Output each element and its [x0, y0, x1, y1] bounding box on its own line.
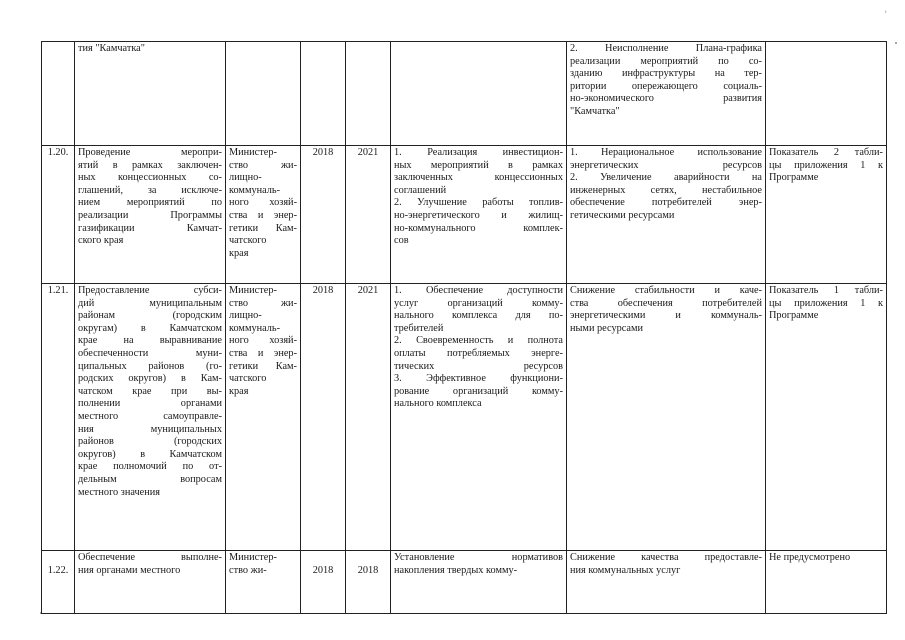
executor-line: лищно- — [229, 310, 262, 322]
table-row — [42, 551, 887, 614]
measure-cell — [75, 42, 226, 146]
indicators-cell — [766, 551, 887, 614]
corner-mark: ' — [884, 10, 887, 20]
measure-line: нием мероприятий по — [78, 197, 222, 209]
indicator-line: цы приложения 1 к — [769, 159, 883, 171]
start-year-cell — [301, 284, 346, 551]
measure-line: Обеспечение выполне- — [78, 552, 222, 563]
consequence-line: 2. Увеличение аварийности на — [570, 172, 762, 184]
executor-line: ство жи- — [229, 564, 267, 576]
indicators-cell — [766, 146, 887, 284]
measure-line: районам (городским — [78, 310, 222, 322]
measure-line: ных концессионных со- — [78, 172, 222, 184]
measure-line: ского края — [78, 235, 124, 247]
result-line: нального комплекса — [394, 398, 482, 410]
indicator-line: цы приложения 1 к — [769, 297, 883, 309]
indicator-line: Показатель 1 табли- — [769, 285, 883, 296]
measure-line: чатском крае при вы- — [78, 385, 222, 397]
indicator-line: Программе — [769, 310, 819, 322]
result-line: тических ресурсов — [394, 360, 563, 372]
expected-results-cell — [391, 146, 567, 284]
measure-line: полнении органами — [78, 398, 222, 410]
table-row — [42, 42, 887, 146]
consequence-line: реализации мероприятий по со- — [570, 55, 762, 67]
consequences-cell — [567, 146, 766, 284]
consequence-line: ства обеспечения потребителей — [570, 297, 762, 309]
executor-line: Министер- — [229, 552, 277, 563]
measure-line: газификации Камчат- — [78, 222, 222, 234]
executor-line: Министер- — [229, 285, 277, 296]
expected-results-cell — [391, 551, 567, 614]
end-year-cell — [346, 146, 391, 284]
measure-line: ятий в рамках заключен- — [78, 159, 222, 171]
result-line: оплаты потребляемых энерге- — [394, 347, 563, 359]
result-line: требителей — [394, 322, 444, 334]
measure-line: глашений, за исключе- — [78, 184, 222, 196]
result-line: 1. Реализация инвестицион- — [394, 147, 563, 158]
consequence-line: 1. Нерациональное использование — [570, 147, 762, 158]
end-year: 2021 — [357, 147, 379, 158]
executor-line: коммуналь- — [229, 322, 281, 334]
row-number-cell — [42, 42, 75, 146]
result-line: Установление нормативов — [394, 552, 563, 563]
result-line: сов — [394, 235, 409, 247]
start-year-cell — [301, 146, 346, 284]
measure-line: дельным вопросам — [78, 473, 222, 485]
start-year: 2018 — [312, 147, 334, 158]
executor-line: чатского — [229, 373, 267, 385]
result-line: рование организаций комму- — [394, 385, 563, 397]
expected-results-cell — [391, 42, 567, 146]
consequence-line: гетическими ресурсами — [570, 209, 675, 221]
executor-line: коммуналь- — [229, 184, 281, 196]
row-number: 1.20. — [47, 147, 69, 158]
consequence-line: "Камчатка" — [570, 105, 620, 117]
measure-cell — [75, 284, 226, 551]
result-line: нального комплекса для по- — [394, 310, 563, 322]
scan-speck — [895, 42, 897, 44]
program-measures-table — [41, 41, 887, 614]
executor-line: края — [229, 247, 249, 259]
executor-line: ство жи- — [229, 159, 297, 171]
measure-line: округов) в Камчатском — [78, 448, 222, 460]
executor-cell — [226, 42, 301, 146]
consequence-line: зданию инфраструктуры на тер- — [570, 68, 762, 80]
measure-line: родских округов) в Кам- — [78, 373, 222, 385]
result-line: 3. Эффективное функциони- — [394, 373, 563, 385]
consequence-line: инженерных сетях, нестабильное — [570, 184, 762, 196]
expected-results-cell — [391, 284, 567, 551]
result-line: 2. Своевременность и полнота — [394, 335, 563, 347]
result-line: 2. Улучшение работы топлив- — [394, 197, 563, 209]
indicator-line: Не предусмотрено — [769, 552, 851, 563]
executor-cell — [226, 146, 301, 284]
row-number-cell — [42, 284, 75, 551]
executor-line: ства и энер- — [229, 347, 297, 359]
executor-line: гетики Кам- — [229, 360, 297, 372]
start-year: 2018 — [312, 285, 334, 296]
measure-cell — [75, 551, 226, 614]
indicator-line: Показатель 2 табли- — [769, 147, 883, 158]
result-line: но-коммунального комплек- — [394, 222, 563, 234]
measure-line: ния муниципальных — [78, 423, 222, 435]
measure-line: ния органами местного — [78, 564, 181, 576]
executor-line: гетики Кам- — [229, 222, 297, 234]
start-year-cell — [301, 42, 346, 146]
result-line: услуг организаций комму- — [394, 297, 563, 309]
executor-line: лищно- — [229, 172, 262, 184]
measure-line: местного самоуправле- — [78, 410, 222, 422]
measure-line: крае полномочий по от- — [78, 461, 222, 473]
indicators-cell — [766, 42, 887, 146]
measure-line: районов (городских — [78, 436, 222, 448]
end-year: 2021 — [357, 285, 379, 296]
measure-line: реализации Программы — [78, 209, 222, 221]
result-line: 1. Обеспечение доступности — [394, 285, 563, 296]
measure-cell — [75, 146, 226, 284]
result-line: заключенных концессионных — [394, 172, 563, 184]
measure-line: дий муниципальным — [78, 297, 222, 309]
measure-line: Предоставление субси- — [78, 285, 222, 296]
result-line: накопления твердых комму- — [394, 564, 518, 576]
executor-line: ство жи- — [229, 297, 297, 309]
start-year-cell — [301, 551, 346, 614]
consequence-line: Снижение качества предоставле- — [570, 552, 762, 563]
consequence-line: энергетическими и коммуналь- — [570, 310, 762, 322]
measure-line: крае на выравнивание — [78, 335, 222, 347]
measure-line: тия "Камчатка" — [78, 43, 145, 54]
consequence-line: обеспечение потребителей энер- — [570, 197, 762, 209]
executor-line: ства и энер- — [229, 209, 297, 221]
row-number: 1.21. — [47, 285, 69, 296]
end-year-cell — [346, 284, 391, 551]
executor-line: Министер- — [229, 147, 277, 158]
consequence-line: ными ресурсами — [570, 322, 644, 334]
executor-cell — [226, 551, 301, 614]
measure-line: обеспеченности муни- — [78, 347, 222, 359]
consequences-cell — [567, 284, 766, 551]
indicator-line: Программе — [769, 172, 819, 184]
table-row — [42, 284, 887, 551]
consequence-line: Снижение стабильности и каче- — [570, 285, 762, 296]
measure-line: округам) в Камчатском — [78, 322, 222, 334]
row-number-cell — [42, 551, 75, 614]
consequence-line: но-экономического развития — [570, 93, 762, 105]
result-line: но-энергетического и жилищ- — [394, 209, 563, 221]
consequence-line: 2. Неисполнение Плана-графика — [570, 43, 762, 54]
end-year: 2018 — [357, 565, 379, 576]
executor-line: чатского — [229, 235, 267, 247]
measure-line: Проведение меропри- — [78, 147, 222, 158]
consequence-line: энергетических ресурсов — [570, 159, 762, 171]
executor-cell — [226, 284, 301, 551]
consequence-line: ния коммунальных услуг — [570, 564, 681, 576]
result-line: ных мероприятий в рамках — [394, 159, 563, 171]
measure-line: ципальных районов (го- — [78, 360, 222, 372]
indicators-cell — [766, 284, 887, 551]
consequence-line: ритории опережающего социаль- — [570, 80, 762, 92]
consequences-cell — [567, 42, 766, 146]
executor-line: ного хозяй- — [229, 335, 297, 347]
row-number: 1.22. — [47, 565, 69, 576]
consequences-cell — [567, 551, 766, 614]
end-year-cell — [346, 551, 391, 614]
measure-line: местного значения — [78, 486, 161, 498]
table-row — [42, 146, 887, 284]
result-line: соглашений — [394, 184, 447, 196]
end-year-cell — [346, 42, 391, 146]
executor-line: края — [229, 385, 249, 397]
executor-line: ного хозяй- — [229, 197, 297, 209]
start-year: 2018 — [312, 565, 334, 576]
row-number-cell — [42, 146, 75, 284]
